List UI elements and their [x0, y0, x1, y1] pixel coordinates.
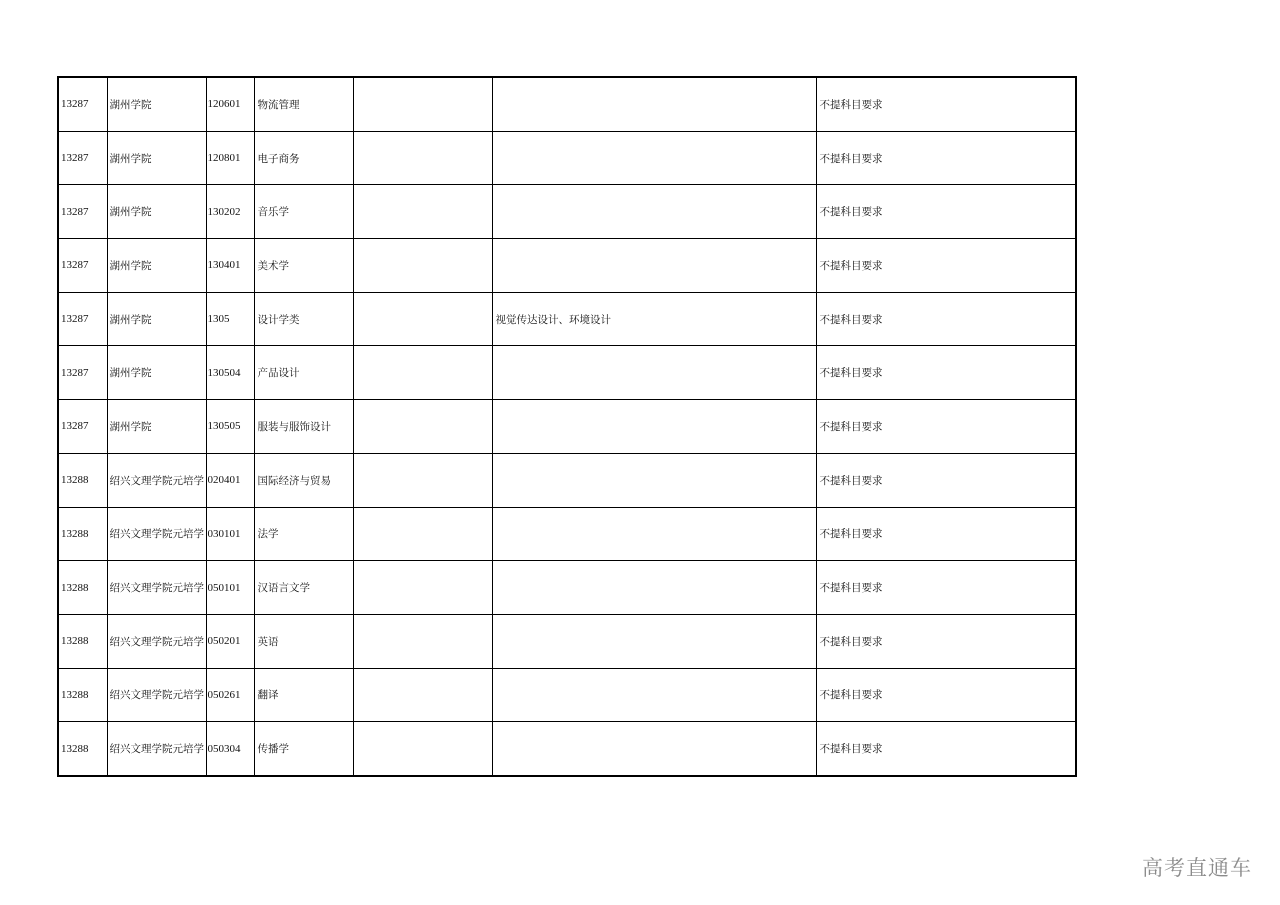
table-row	[58, 239, 1076, 293]
major-name-cell: 设计学类	[254, 292, 353, 346]
subject-requirements-table	[57, 76, 1077, 777]
table-row	[58, 614, 1076, 668]
requirement-cell: 不提科目要求	[816, 239, 1076, 293]
school-name-cell: 湖州学院	[107, 239, 206, 293]
school-name-cell: 湖州学院	[107, 292, 206, 346]
major-name-cell: 翻译	[254, 668, 353, 722]
included-majors-cell	[492, 400, 816, 454]
empty-cell	[353, 131, 492, 185]
major-code-cell: 020401	[206, 453, 254, 507]
empty-cell	[353, 722, 492, 776]
empty-cell	[353, 400, 492, 454]
table-body	[58, 77, 1076, 776]
school-name-cell: 绍兴文理学院元培学	[107, 668, 206, 722]
school-code-cell: 13287	[58, 239, 107, 293]
major-name-cell: 音乐学	[254, 185, 353, 239]
included-majors-cell	[492, 614, 816, 668]
major-name-cell: 美术学	[254, 239, 353, 293]
table-row	[58, 185, 1076, 239]
school-code-cell: 13287	[58, 400, 107, 454]
major-code-cell: 050201	[206, 614, 254, 668]
school-name-cell: 绍兴文理学院元培学	[107, 453, 206, 507]
included-majors-cell	[492, 185, 816, 239]
included-majors-cell	[492, 668, 816, 722]
empty-cell	[353, 292, 492, 346]
school-code-cell: 13287	[58, 185, 107, 239]
school-code-cell: 13288	[58, 561, 107, 615]
major-code-cell: 1305	[206, 292, 254, 346]
table-row	[58, 507, 1076, 561]
major-name-cell: 产品设计	[254, 346, 353, 400]
school-name-cell: 湖州学院	[107, 131, 206, 185]
major-code-cell: 050304	[206, 722, 254, 776]
requirement-cell: 不提科目要求	[816, 77, 1076, 131]
included-majors-cell	[492, 507, 816, 561]
empty-cell	[353, 185, 492, 239]
school-name-cell: 湖州学院	[107, 77, 206, 131]
included-majors-cell	[492, 77, 816, 131]
table-row	[58, 561, 1076, 615]
included-majors-cell	[492, 239, 816, 293]
school-code-cell: 13287	[58, 292, 107, 346]
requirement-cell: 不提科目要求	[816, 614, 1076, 668]
school-code-cell: 13288	[58, 614, 107, 668]
school-name-cell: 绍兴文理学院元培学	[107, 561, 206, 615]
school-code-cell: 13288	[58, 668, 107, 722]
included-majors-cell	[492, 722, 816, 776]
major-name-cell: 英语	[254, 614, 353, 668]
requirement-cell: 不提科目要求	[816, 668, 1076, 722]
empty-cell	[353, 614, 492, 668]
school-name-cell: 湖州学院	[107, 185, 206, 239]
table-row	[58, 722, 1076, 776]
school-code-cell: 13287	[58, 346, 107, 400]
school-code-cell: 13288	[58, 722, 107, 776]
major-code-cell: 130505	[206, 400, 254, 454]
requirement-cell: 不提科目要求	[816, 722, 1076, 776]
requirement-cell: 不提科目要求	[816, 346, 1076, 400]
major-code-cell: 050261	[206, 668, 254, 722]
requirement-cell: 不提科目要求	[816, 131, 1076, 185]
major-code-cell: 120601	[206, 77, 254, 131]
school-name-cell: 湖州学院	[107, 346, 206, 400]
empty-cell	[353, 453, 492, 507]
major-name-cell: 物流管理	[254, 77, 353, 131]
table-row	[58, 346, 1076, 400]
requirement-cell: 不提科目要求	[816, 453, 1076, 507]
requirement-cell: 不提科目要求	[816, 185, 1076, 239]
major-code-cell: 130504	[206, 346, 254, 400]
requirement-cell: 不提科目要求	[816, 507, 1076, 561]
major-name-cell: 法学	[254, 507, 353, 561]
empty-cell	[353, 239, 492, 293]
major-name-cell: 传播学	[254, 722, 353, 776]
included-majors-cell	[492, 453, 816, 507]
included-majors-cell	[492, 561, 816, 615]
requirement-cell: 不提科目要求	[816, 400, 1076, 454]
major-code-cell: 130401	[206, 239, 254, 293]
major-code-cell: 130202	[206, 185, 254, 239]
included-majors-cell	[492, 131, 816, 185]
table-row	[58, 131, 1076, 185]
school-code-cell: 13288	[58, 507, 107, 561]
watermark-text: 高考直通车	[1142, 856, 1252, 880]
table-row	[58, 453, 1076, 507]
included-majors-cell: 视觉传达设计、环境设计	[492, 292, 816, 346]
empty-cell	[353, 668, 492, 722]
school-code-cell: 13288	[58, 453, 107, 507]
major-name-cell: 服装与服饰设计	[254, 400, 353, 454]
school-name-cell: 绍兴文理学院元培学	[107, 614, 206, 668]
major-code-cell: 120801	[206, 131, 254, 185]
included-majors-cell	[492, 346, 816, 400]
empty-cell	[353, 561, 492, 615]
requirement-cell: 不提科目要求	[816, 561, 1076, 615]
major-name-cell: 国际经济与贸易	[254, 453, 353, 507]
major-code-cell: 030101	[206, 507, 254, 561]
empty-cell	[353, 507, 492, 561]
empty-cell	[353, 346, 492, 400]
school-code-cell: 13287	[58, 77, 107, 131]
school-name-cell: 绍兴文理学院元培学	[107, 507, 206, 561]
major-code-cell: 050101	[206, 561, 254, 615]
table-row	[58, 77, 1076, 131]
major-name-cell: 汉语言文学	[254, 561, 353, 615]
school-code-cell: 13287	[58, 131, 107, 185]
school-name-cell: 湖州学院	[107, 400, 206, 454]
empty-cell	[353, 77, 492, 131]
major-name-cell: 电子商务	[254, 131, 353, 185]
requirement-cell: 不提科目要求	[816, 292, 1076, 346]
table-row	[58, 400, 1076, 454]
table-row	[58, 292, 1076, 346]
table-row	[58, 668, 1076, 722]
school-name-cell: 绍兴文理学院元培学	[107, 722, 206, 776]
